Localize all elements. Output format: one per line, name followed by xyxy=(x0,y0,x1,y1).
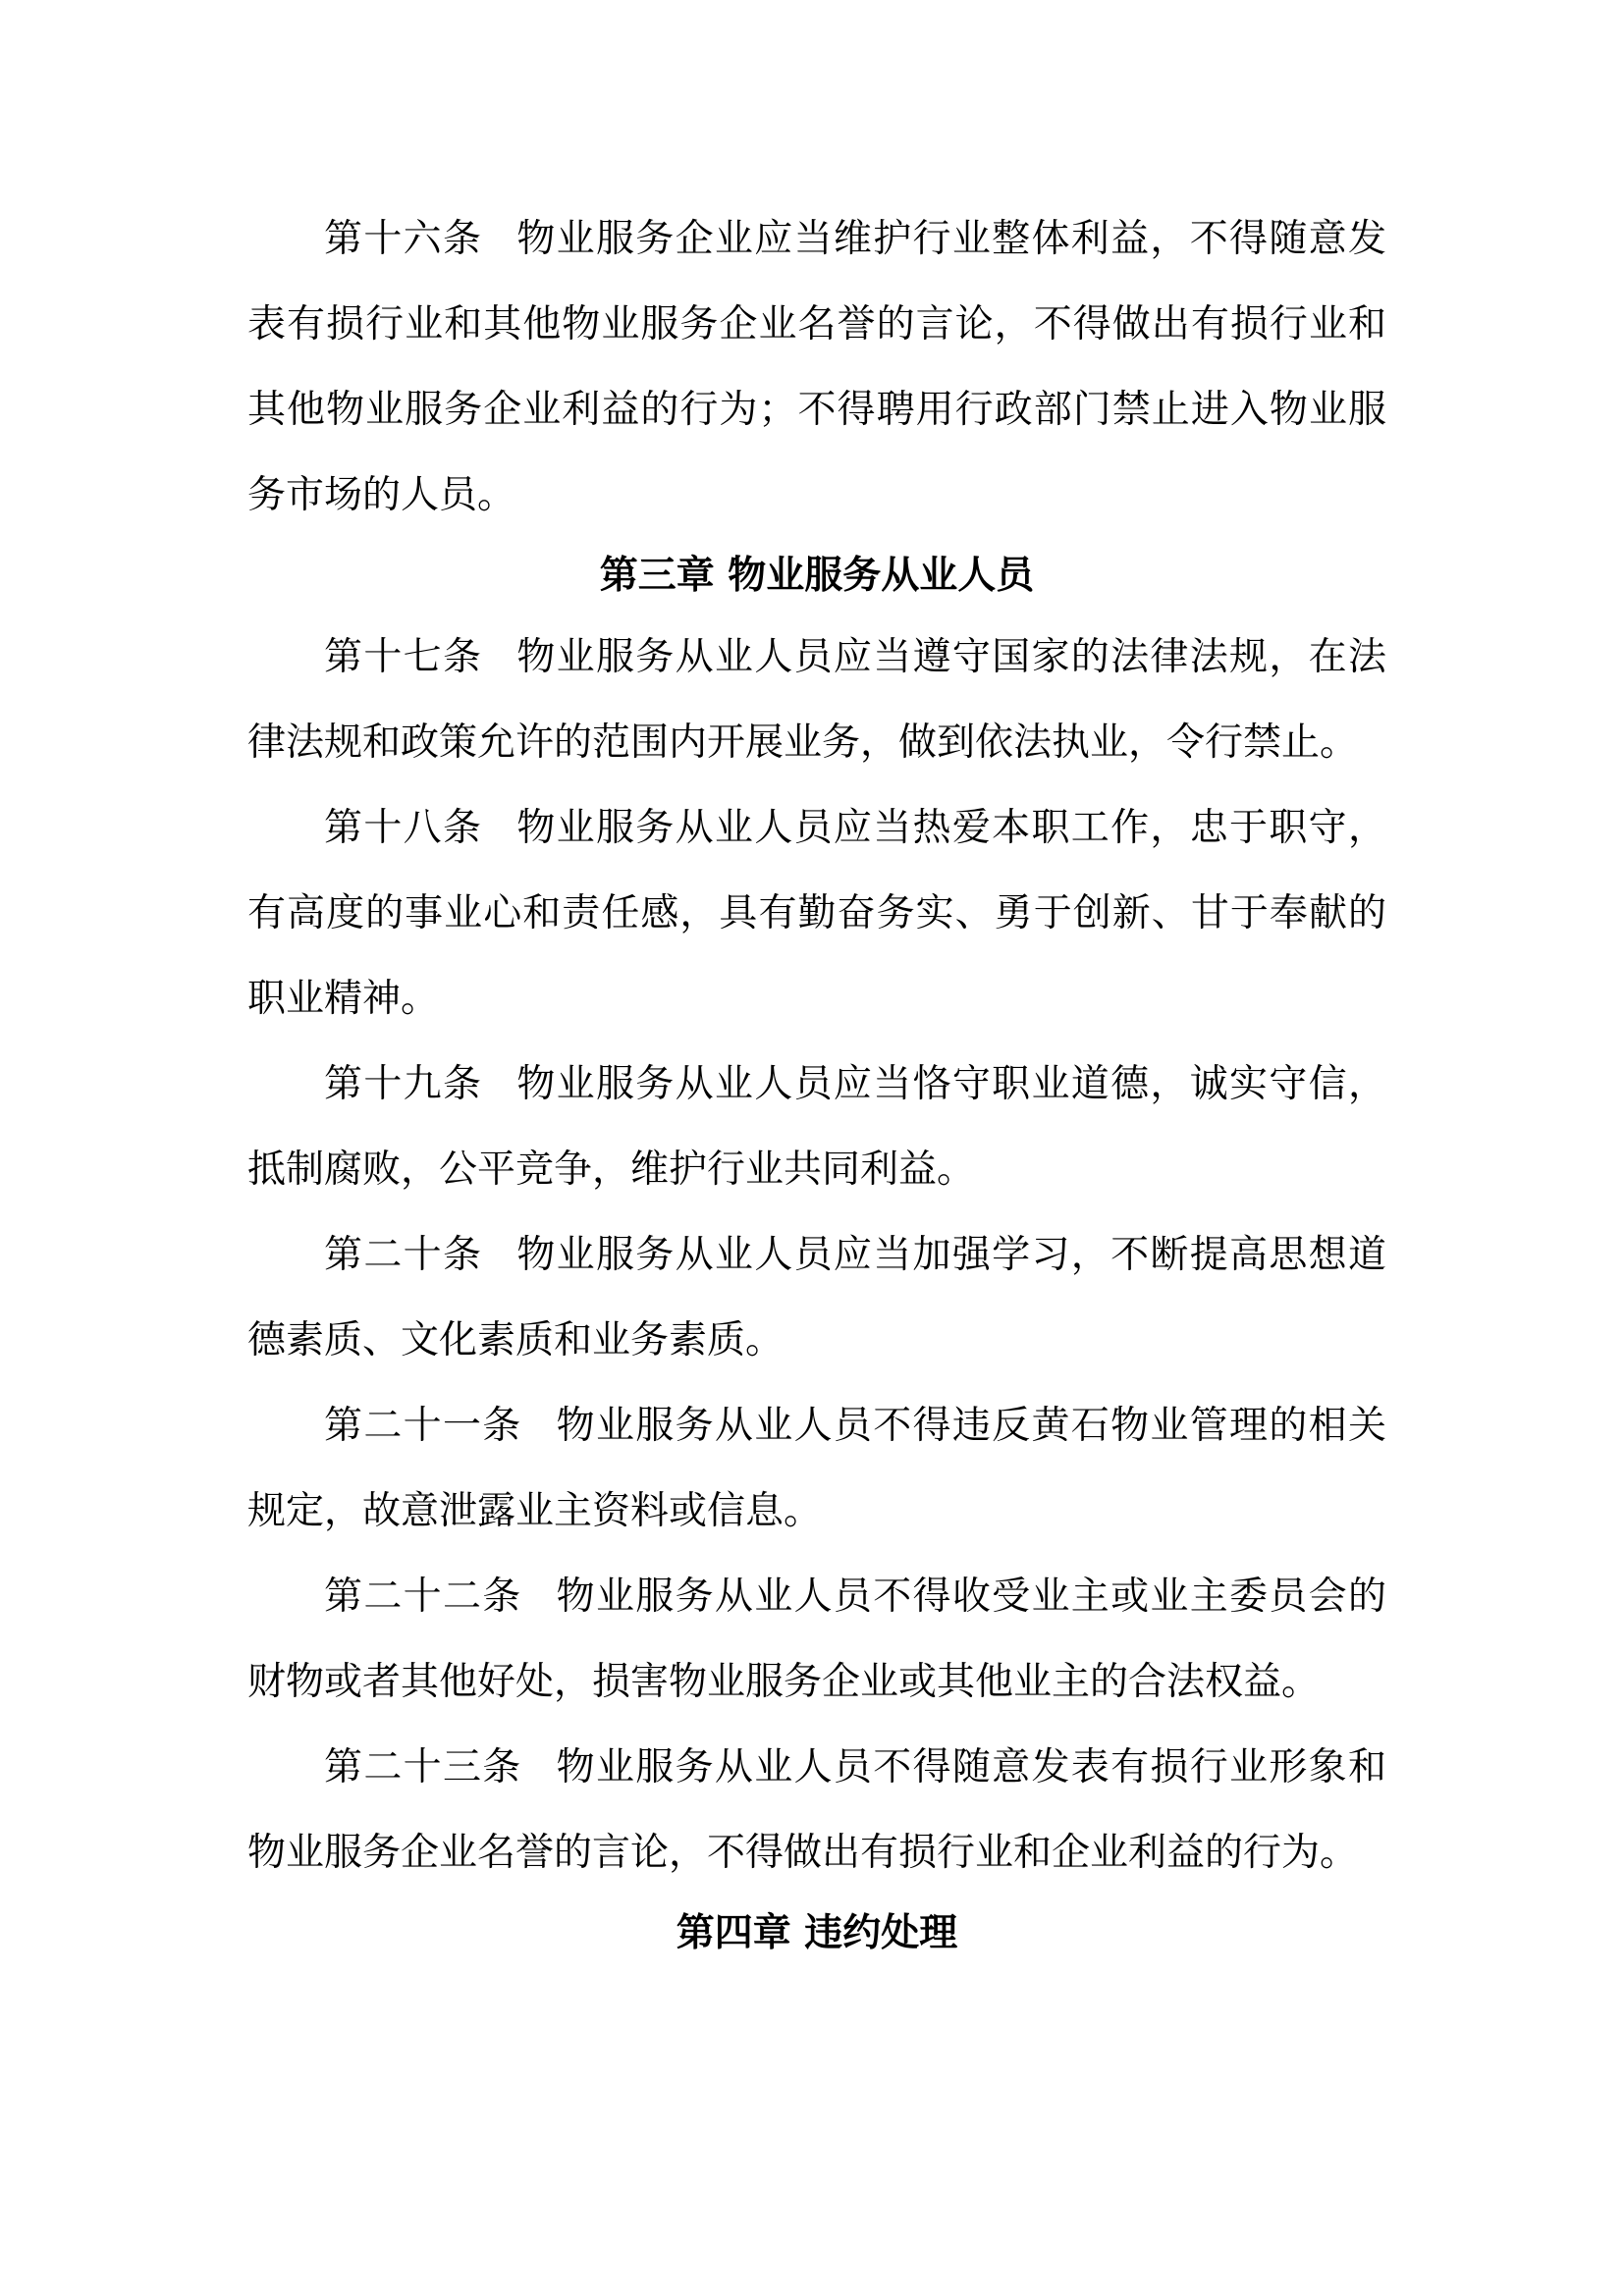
article-text: 物业服务从业人员应当恪守职业道德，诚实守信，抵制腐败，公平竞争，维护行业共同利益。 xyxy=(247,1062,1386,1192)
chapter-3-heading: 第三章 物业服务从业人员 xyxy=(599,554,1035,598)
article-number: 第二十三条 xyxy=(324,1745,522,1789)
article-16 xyxy=(247,196,1386,538)
article-text: 物业服务从业人员不得违反黄石物业管理的相关规定，故意泄露业主资料或信息。 xyxy=(247,1404,1386,1533)
article-number: 第十六条 xyxy=(324,217,483,261)
article-number: 第二十条 xyxy=(324,1233,483,1277)
article-number: 第二十一条 xyxy=(324,1404,522,1448)
article-text: 物业服务企业应当维护行业整体利益，不得随意发表有损行业和其他物业服务企业名誉的言论，不得做出有损行业和其他物业服务企业利益的行为；不得聘用行政部门禁止进入物业服务市场的人员。 xyxy=(247,217,1386,517)
article-19 xyxy=(247,1041,1386,1212)
article-text: 物业服务从业人员应当加强学习，不断提高思想道德素质、文化素质和业务素质。 xyxy=(247,1233,1386,1362)
article-21 xyxy=(247,1383,1386,1554)
article-number: 第十七条 xyxy=(324,635,483,679)
article-number: 第二十二条 xyxy=(324,1575,522,1619)
article-number: 第十九条 xyxy=(324,1062,483,1106)
article-text: 物业服务从业人员不得收受业主或业主委员会的财物或者其他好处，损害物业服务企业或其他业主的合法权益。 xyxy=(247,1575,1386,1704)
article-20 xyxy=(247,1212,1386,1383)
article-number: 第十八条 xyxy=(324,806,483,850)
article-17 xyxy=(247,614,1386,785)
article-18 xyxy=(247,785,1386,1041)
article-22 xyxy=(247,1554,1386,1725)
article-text: 物业服务从业人员应当热爱本职工作，忠于职守，有高度的事业心和责任感，具有勤奋务实、勇于创新、甘于奉献的职业精神。 xyxy=(247,806,1386,1021)
document-page xyxy=(247,196,1386,1972)
article-23 xyxy=(247,1725,1386,1896)
article-text: 物业服务从业人员不得随意发表有损行业形象和物业服务企业名誉的言论，不得做出有损行业和企业利益的行为。 xyxy=(247,1745,1386,1875)
article-text: 物业服务从业人员应当遵守国家的法律法规，在法律法规和政策允许的范围内开展业务，做到依法执业，令行禁止。 xyxy=(247,635,1386,765)
chapter-4-heading: 第四章 违约处理 xyxy=(676,1911,958,1955)
